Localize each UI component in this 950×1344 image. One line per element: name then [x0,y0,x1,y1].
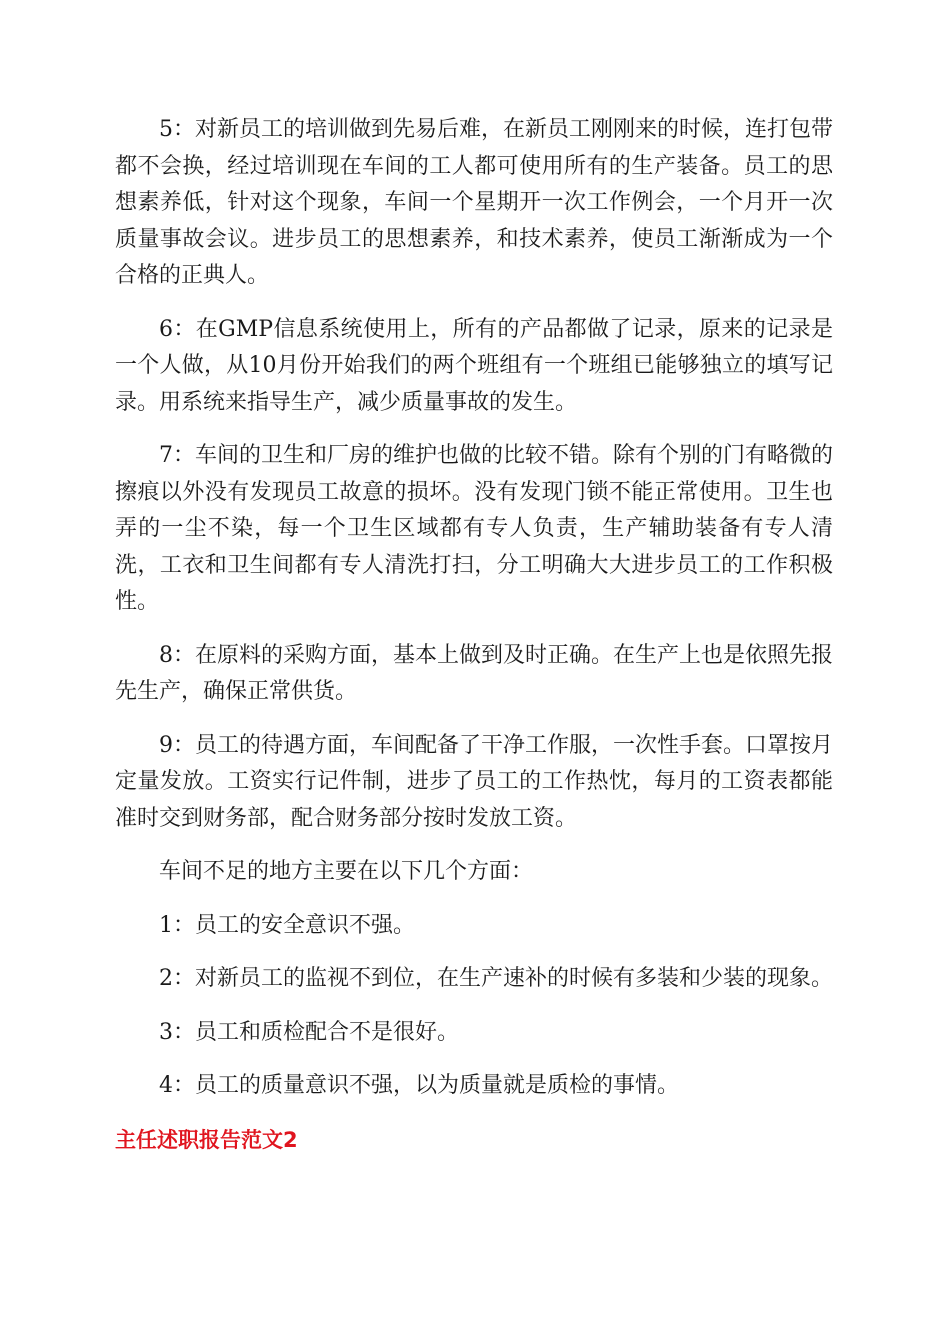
shortcoming-item-4: 4：员工的质量意识不强，以为质量就是质检的事情。 [159,1073,679,1098]
paragraph-item-6: 6：在GMP信息系统使用上，所有的产品都做了记录，原来的记录是一个人做，从10月份开始我们的两个班组有一个班组已能够独立的填写记录。用系统来指导生产，减少质量事故的发生。 [115,316,833,415]
paragraph-item-8: 8：在原料的采购方面，基本上做到及时正确。在生产上也是依照先报先生产，确保正常供货。 [115,642,833,704]
paragraph-item-5: 5：对新员工的培训做到先易后难，在新员工刚刚来的时候，连打包带都不会换，经过培训现在车间的工人都可使用所有的生产装备。员工的思想素养低，针对这个现象，车间一个星期开一次工作例会，一个月开一次质量事故会议。进步员工的思想素养，和技术素养，使员工渐渐成为一个合格的正典人。 [115,117,833,288]
paragraph-item-7: 7：车间的卫生和厂房的维护也做的比较不错。除有个别的门有略微的擦痕以外没有发现员工故意的损坏。没有发现门锁不能正常使用。卫生也弄的一尘不染，每一个卫生区域都有专人负责，生产辅助装备有专人清洗，工衣和卫生间都有专人清洗打扫，分工明确大大进步员工的工作积极性。 [115,443,833,614]
section-heading: 主任述职报告范文2 [115,1127,298,1152]
document-body [115,112,833,1158]
shortcoming-item-3: 3：员工和质检配合不是很好。 [159,1019,459,1045]
paragraph-item-9: 9：员工的待遇方面，车间配备了干净工作服，一次性手套。口罩按月定量发放。工资实行记件制，进步了员工的工作热忱，每月的工资表都能准时交到财务部，配合财务部分按时发放工资。 [115,732,833,831]
shortcoming-item-2: 2：对新员工的监视不到位，在生产速补的时候有多装和少装的现象。 [159,966,833,991]
shortcoming-item-1: 1：员工的安全意识不强。 [159,912,415,938]
shortcomings-intro: 车间不足的地方主要在以下几个方面： [159,859,534,884]
